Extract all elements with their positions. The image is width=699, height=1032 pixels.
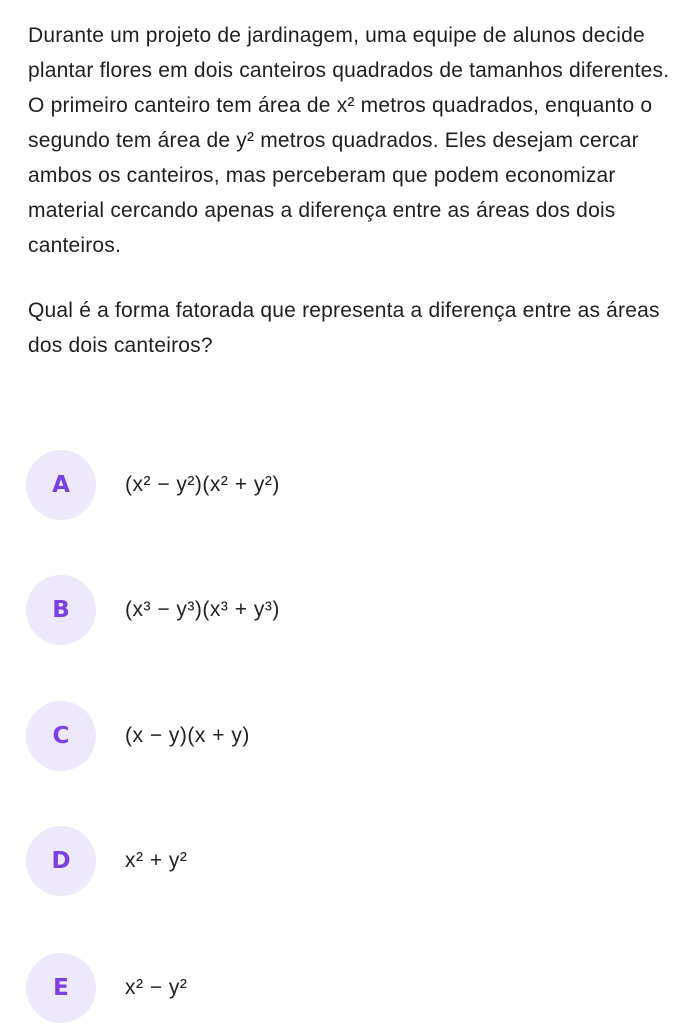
- option-c-text: (x − y)(x + y): [125, 724, 250, 747]
- option-e-badge: E: [26, 953, 96, 1023]
- question-text: [28, 18, 678, 363]
- option-d-badge: D: [26, 826, 96, 896]
- option-b[interactable]: [26, 575, 646, 645]
- option-d[interactable]: [26, 826, 646, 896]
- option-a-text: (x² − y²)(x² + y²): [125, 473, 280, 496]
- option-c-badge: C: [26, 701, 96, 771]
- option-a[interactable]: [26, 450, 646, 520]
- option-b-text: (x³ − y³)(x³ + y³): [125, 598, 280, 621]
- option-a-badge: A: [26, 450, 96, 520]
- question-statement: Durante um projeto de jardinagem, uma equipe de alunos decide plantar flores em dois canteiros quadrados de tamanhos diferentes. O primeiro canteiro tem área de x² metros quadrados, enquanto o segundo tem área de y² metros quadrados. Eles desejam cercar ambos os canteiros, mas perceberam que podem economizar material cercando apenas a diferença entre as áreas dos dois canteiros.: [28, 24, 670, 257]
- option-c[interactable]: [26, 701, 646, 771]
- option-d-text: x² + y²: [125, 849, 188, 872]
- question-prompt: Qual é a forma fatorada que representa a diferença entre as áreas dos dois canteiros?: [28, 299, 660, 357]
- option-e[interactable]: [26, 953, 646, 1023]
- option-b-badge: B: [26, 575, 96, 645]
- option-e-text: x² − y²: [125, 976, 188, 999]
